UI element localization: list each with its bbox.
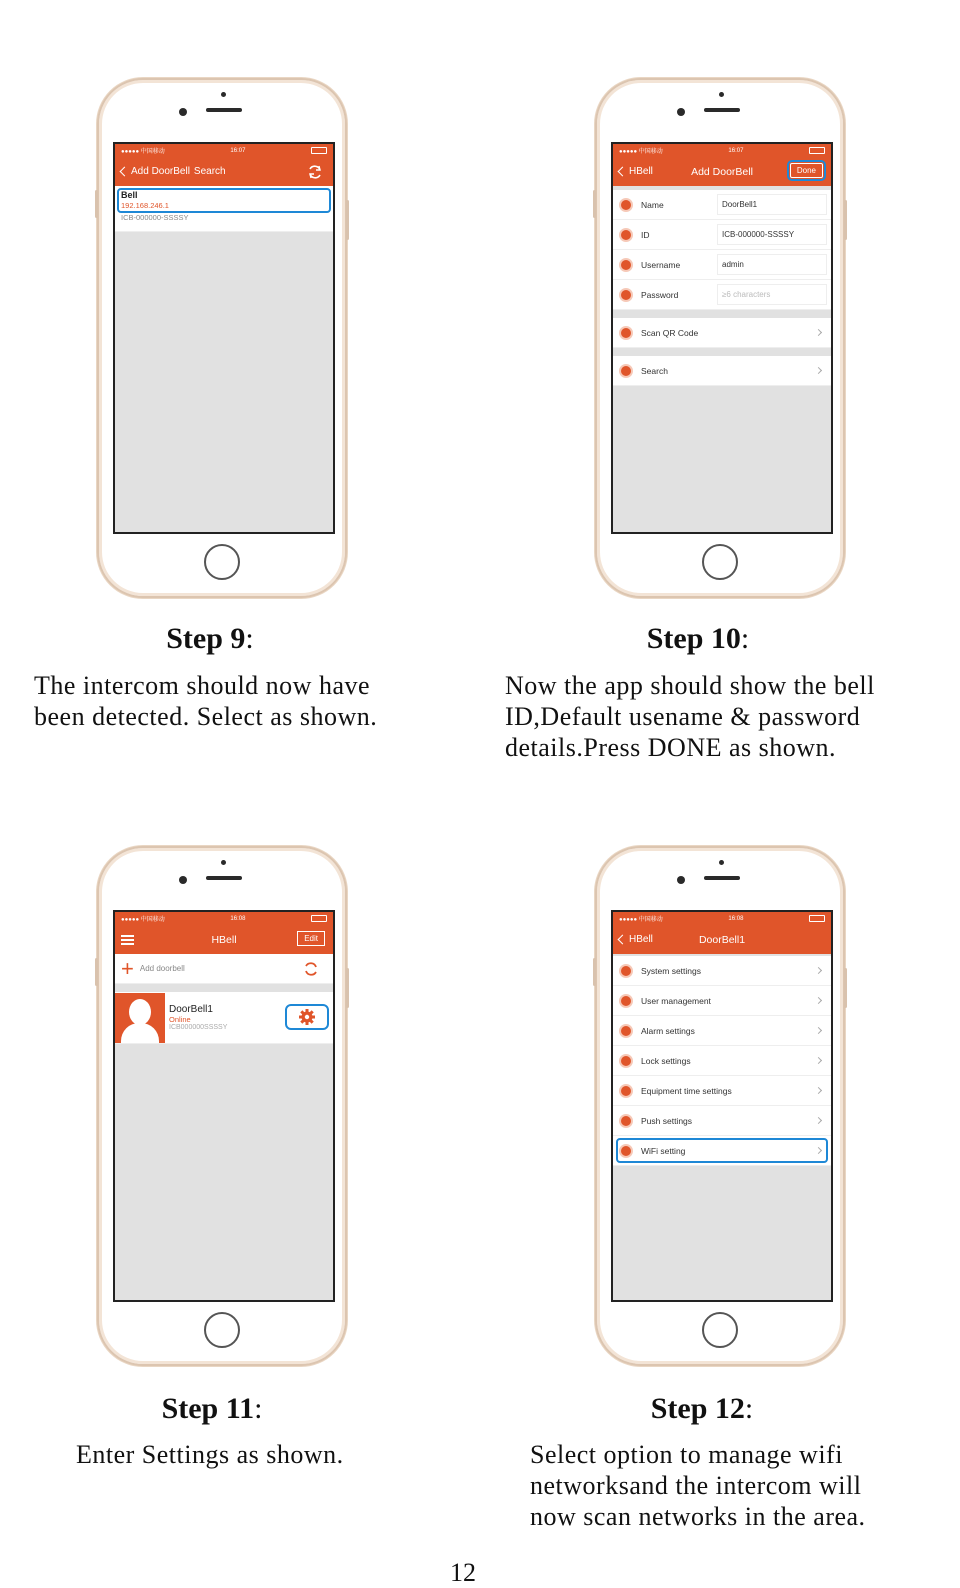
device-status: Online — [169, 1015, 191, 1024]
sensor-dot — [221, 860, 226, 865]
sensor-dot — [719, 92, 724, 97]
home-button — [702, 544, 738, 580]
sensor-dot — [719, 860, 724, 865]
power-button — [346, 968, 349, 1008]
phone-step-10 — [595, 78, 845, 598]
status-bar — [613, 144, 831, 157]
carrier-signal: ●●●●● 中国移动 — [619, 149, 663, 155]
system-settings-row[interactable] — [613, 956, 831, 986]
search-icon — [619, 364, 633, 378]
phone-screen — [113, 910, 335, 1302]
speaker-grille — [206, 876, 242, 880]
phone-step-9 — [97, 78, 347, 598]
push-settings-row[interactable] — [613, 1106, 831, 1136]
menu-item-label: Alarm settings — [641, 1025, 695, 1036]
device-id: ICB-000000-SSSSY — [121, 213, 189, 222]
password-placeholder[interactable]: ≥6 characters — [717, 284, 827, 305]
alarm-icon — [619, 1024, 633, 1038]
nav-bar — [613, 925, 831, 954]
back-button[interactable] — [619, 934, 653, 945]
phone-screen — [611, 142, 833, 534]
back-label: HBell — [629, 166, 653, 177]
step-12-text: Select option to manage wifi networksand the intercom will now scan networks in the area. — [530, 1440, 866, 1531]
speaker-grille — [206, 108, 242, 112]
step-heading-text: Step 12 — [650, 1392, 745, 1425]
volume-button — [95, 958, 98, 986]
camera-dot — [179, 876, 187, 884]
menu-item-label: System settings — [641, 965, 701, 976]
menu-item-label: Lock settings — [641, 1055, 691, 1066]
volume-button — [95, 190, 98, 218]
back-button[interactable] — [619, 166, 653, 177]
menu-item-label: Equipment time settings — [641, 1085, 732, 1096]
chevron-right-icon — [815, 1027, 822, 1034]
step-10-heading: Step 10: — [646, 622, 750, 655]
status-bar — [115, 144, 333, 157]
menu-icon[interactable] — [121, 935, 134, 945]
refresh-icon[interactable] — [303, 961, 319, 977]
id-label: ID — [641, 229, 650, 240]
power-button — [844, 200, 847, 240]
nav-bar — [613, 157, 831, 186]
username-field-row[interactable] — [613, 250, 831, 280]
page-title: Search — [193, 166, 226, 177]
step-9-text: The intercom should now have been detected. Select as shown. — [34, 671, 378, 731]
system-settings-icon — [619, 964, 633, 978]
gear-icon — [298, 1008, 316, 1026]
selection-highlight — [616, 1138, 828, 1163]
step-heading-text: Step 10 — [646, 622, 741, 655]
camera-dot — [179, 108, 187, 116]
status-bar — [613, 912, 831, 925]
step-11-heading: Step 11: — [161, 1392, 263, 1425]
power-button — [844, 968, 847, 1008]
chevron-right-icon — [815, 1087, 822, 1094]
battery-icon — [311, 915, 327, 922]
search-row[interactable] — [613, 356, 831, 386]
id-value[interactable]: ICB-000000-SSSSY — [717, 224, 827, 245]
chevron-left-icon — [120, 167, 130, 177]
status-bar — [115, 912, 333, 925]
battery-icon — [809, 147, 825, 154]
phone-screen — [611, 910, 833, 1302]
alarm-settings-row[interactable] — [613, 1016, 831, 1046]
done-button[interactable]: Done — [790, 163, 823, 178]
step-10-text: Now the app should show the bell ID,Default usename & password details.Press DONE as shown. — [505, 671, 875, 762]
settings-button[interactable] — [285, 1004, 329, 1030]
speaker-grille — [704, 108, 740, 112]
search-label: Search — [641, 365, 668, 376]
chevron-left-icon — [618, 167, 628, 177]
page-title: Add DoorBell — [691, 165, 753, 178]
user-icon — [619, 258, 633, 272]
lock-icon — [619, 1054, 633, 1068]
bell-icon — [619, 198, 633, 212]
chevron-right-icon — [815, 967, 822, 974]
phone-step-11 — [97, 846, 347, 1366]
page-title: HBell — [211, 933, 237, 946]
users-icon — [619, 994, 633, 1008]
status-time: 16:08 — [230, 915, 246, 922]
carrier-signal: ●●●●● 中国移动 — [619, 917, 663, 923]
home-button — [204, 544, 240, 580]
power-button — [346, 200, 349, 240]
lock-icon — [619, 288, 633, 302]
step-9-heading: Step 9: — [166, 622, 254, 655]
page-number: 12 — [450, 1558, 476, 1587]
add-doorbell-label: Add doorbell — [139, 964, 185, 973]
password-label: Password — [641, 289, 679, 300]
device-name: DoorBell1 — [169, 1004, 213, 1015]
wifi-setting-row[interactable] — [613, 1136, 831, 1166]
step-12-heading: Step 12: — [650, 1392, 754, 1425]
step-11-text: Enter Settings as shown. — [76, 1440, 344, 1469]
user-management-row[interactable] — [613, 986, 831, 1016]
equipment-time-row[interactable] — [613, 1076, 831, 1106]
page-title: DoorBell1 — [698, 933, 746, 946]
password-field-row[interactable] — [613, 280, 831, 310]
chevron-right-icon — [815, 997, 822, 1004]
nav-bar — [115, 925, 333, 954]
avatar — [115, 993, 165, 1043]
carrier-signal: ●●●●● 中国移动 — [121, 149, 165, 155]
step-heading-text: Step 11 — [161, 1392, 255, 1425]
username-value[interactable]: admin — [717, 254, 827, 275]
status-time: 16:08 — [728, 915, 744, 922]
chevron-left-icon — [618, 935, 628, 945]
add-doorbell-row[interactable] — [115, 954, 333, 984]
phone-screen — [113, 142, 335, 534]
camera-dot — [677, 876, 685, 884]
name-field-row[interactable] — [613, 190, 831, 220]
clock-icon — [619, 1084, 633, 1098]
back-button[interactable] — [121, 166, 190, 177]
id-field-row[interactable] — [613, 220, 831, 250]
volume-button — [593, 958, 596, 986]
name-label: Name — [641, 199, 664, 210]
battery-icon — [311, 147, 327, 154]
status-time: 16:07 — [728, 147, 744, 154]
sensor-dot — [221, 92, 226, 97]
step-heading-text: Step 9 — [166, 622, 246, 655]
device-name: Bell — [121, 190, 138, 200]
camera-dot — [677, 108, 685, 116]
home-button — [702, 1312, 738, 1348]
device-id: ICB000000SSSSY — [169, 1024, 228, 1031]
username-label: Username — [641, 259, 681, 270]
volume-button — [593, 190, 596, 218]
menu-item-label: WiFi setting — [641, 1145, 686, 1156]
selection-highlight — [117, 188, 331, 213]
phone-step-12 — [595, 846, 845, 1366]
status-time: 16:07 — [230, 147, 246, 154]
menu-item-label: User management — [641, 995, 711, 1006]
scan-qr-row[interactable] — [613, 318, 831, 348]
device-list-item[interactable] — [115, 186, 333, 232]
edit-button[interactable]: Edit — [297, 931, 325, 946]
device-ip: 192.168.246.1 — [121, 201, 169, 210]
lock-settings-row[interactable] — [613, 1046, 831, 1076]
back-label: Add DoorBell — [131, 166, 190, 177]
back-label: HBell — [629, 934, 653, 945]
qr-code-icon — [619, 326, 633, 340]
id-icon — [619, 228, 633, 242]
chevron-right-icon — [815, 367, 822, 374]
nav-bar — [115, 157, 333, 186]
chevron-right-icon — [815, 1057, 822, 1064]
menu-item-label: Push settings — [641, 1115, 693, 1126]
refresh-icon[interactable] — [307, 164, 323, 180]
doorbell-list-item[interactable] — [115, 992, 333, 1044]
plus-icon: + — [121, 955, 134, 981]
speaker-grille — [704, 876, 740, 880]
chevron-right-icon — [815, 1117, 822, 1124]
chevron-right-icon — [815, 329, 822, 336]
scan-qr-label: Scan QR Code — [641, 327, 699, 338]
battery-icon — [809, 915, 825, 922]
name-value[interactable]: DoorBell1 — [717, 194, 827, 215]
home-button — [204, 1312, 240, 1348]
push-icon — [619, 1114, 633, 1128]
carrier-signal: ●●●●● 中国移动 — [121, 917, 165, 923]
